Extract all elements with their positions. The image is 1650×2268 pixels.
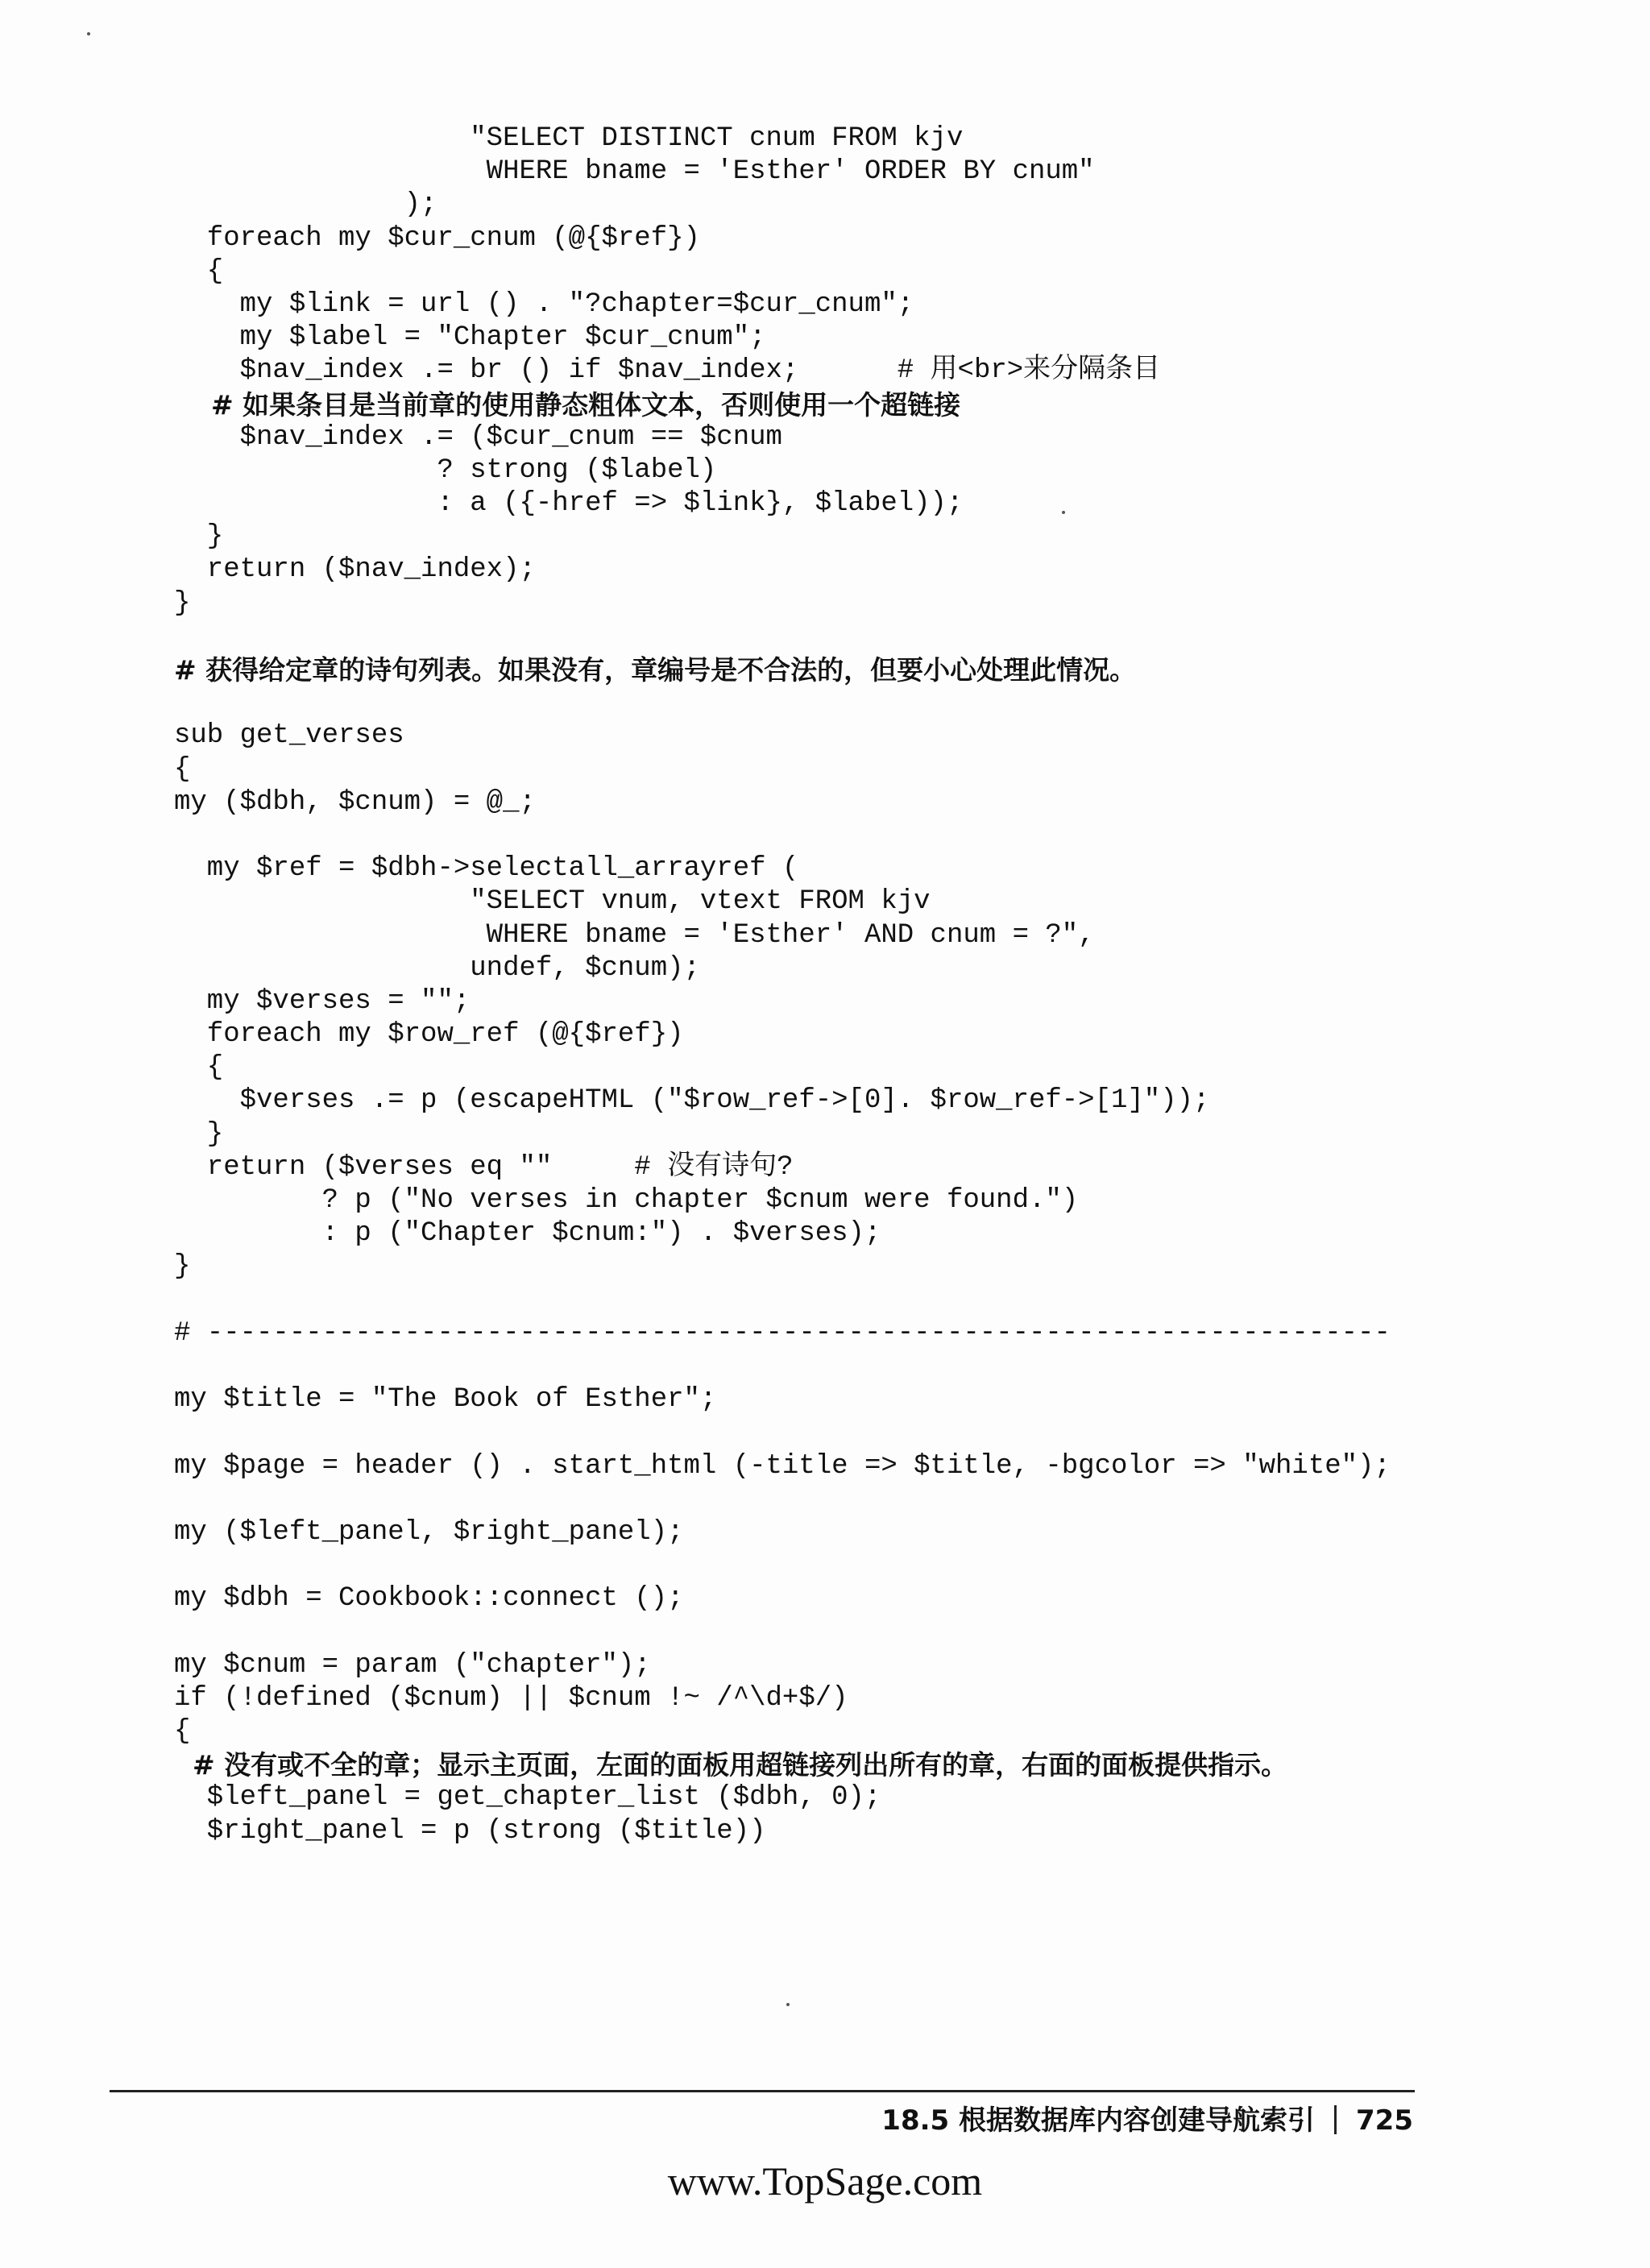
code-line (174, 1350, 1391, 1383)
scan-speck (1062, 511, 1065, 514)
code-line: } (174, 1251, 191, 1283)
page-footer (881, 2098, 1413, 2137)
code-line: my ($left_panel, $right_panel); (174, 1516, 684, 1548)
code-line: "SELECT vnum, vtext FROM kjv (174, 886, 931, 918)
code-line (174, 1549, 1391, 1582)
code-line: sub get_verses (174, 720, 404, 752)
site-watermark: www.TopSage.com (667, 2158, 983, 2204)
code-line: { (174, 753, 191, 785)
page-number: 725 (1356, 2104, 1413, 2137)
code-line: { (174, 1716, 191, 1747)
code-line: $left_panel = get_chapter_list ($dbh, 0); (174, 1782, 881, 1814)
code-line (174, 819, 1391, 852)
code-line (174, 620, 1391, 653)
code-line: { (174, 255, 224, 287)
code-line: if (!defined ($cnum) || $cnum !~ /^\d+$/) (174, 1682, 848, 1714)
code-line: $nav_index .= ($cur_cnum == $cnum (174, 421, 782, 453)
code-line: # 没有或不全的章；显示主页面，左面的面板用超链接列出所有的章，右面的面板提供指示。 (174, 1749, 1288, 1781)
code-line: : p ("Chapter $cnum:") . $verses); (174, 1218, 881, 1250)
section-title: 18.5 根据数据库内容创建导航索引 (881, 2104, 1316, 2137)
code-line: { (174, 1052, 224, 1084)
code-line: my $cnum = param ("chapter"); (174, 1649, 651, 1681)
code-line: "SELECT DISTINCT cnum FROM kjv (174, 123, 964, 154)
code-line: WHERE bname = 'Esther' AND cnum = ?", (174, 919, 1095, 951)
scan-speck (786, 2003, 790, 2006)
code-line: $nav_index .= br () if $nav_index; # 用<br>来分隔条目 (174, 355, 1161, 387)
footer-rule (110, 2090, 1415, 2092)
code-line: : a ({-href => $link}, $label)); (174, 488, 964, 520)
code-line: foreach my $cur_cnum (@{$ref}) (174, 222, 700, 254)
footer-separator (1334, 2105, 1337, 2134)
code-line: } (174, 587, 191, 619)
code-line: my $title = "The Book of Esther"; (174, 1384, 717, 1416)
code-line (174, 1416, 1391, 1449)
code-line: my $verses = ""; (174, 985, 471, 1017)
code-line: my $label = "Chapter $cur_cnum"; (174, 322, 766, 354)
code-line (174, 1284, 1391, 1317)
code-line: WHERE bname = 'Esther' ORDER BY cnum" (174, 156, 1095, 188)
code-line: $verses .= p (escapeHTML ("$row_ref->[0]. $row_ref->[1]")); (174, 1085, 1210, 1117)
code-line: my $ref = $dbh->selectall_arrayref ( (174, 853, 799, 885)
code-line: my ($dbh, $cnum) = @_; (174, 786, 536, 818)
code-line: $right_panel = p (strong ($title)) (174, 1815, 766, 1847)
code-line: undef, $cnum); (174, 952, 700, 984)
code-line: ? p ("No verses in chapter $cnum were found.") (174, 1185, 1079, 1216)
code-line: my $link = url () . "?chapter=$cur_cnum"; (174, 288, 914, 320)
code-line: # 获得给定章的诗句列表。如果没有，章编号是不合法的，但要小心处理此情况。 (174, 654, 1137, 686)
perl-code-listing (174, 122, 1391, 1848)
code-line: # ------------------------------------------------------------------------ (174, 1317, 1391, 1349)
code-line: my $page = header () . start_html (-title => $title, -bgcolor => "white"); (174, 1450, 1391, 1482)
code-line (174, 686, 1391, 719)
code-line: foreach my $row_ref (@{$ref}) (174, 1019, 684, 1051)
code-line: my $dbh = Cookbook::connect (); (174, 1583, 684, 1615)
scan-speck (87, 32, 90, 35)
code-line: } (174, 521, 224, 553)
code-line: ? strong ($label) (174, 454, 717, 486)
code-line (174, 1615, 1391, 1648)
code-line (174, 1483, 1391, 1516)
code-line: } (174, 1118, 224, 1150)
code-line: return ($nav_index); (174, 554, 536, 586)
code-line: return ($verses eq "" # 没有诗句? (174, 1151, 794, 1183)
code-line: # 如果条目是当前章的使用静态粗体文本，否则使用一个超链接 (174, 388, 961, 421)
code-line: ); (174, 189, 437, 221)
